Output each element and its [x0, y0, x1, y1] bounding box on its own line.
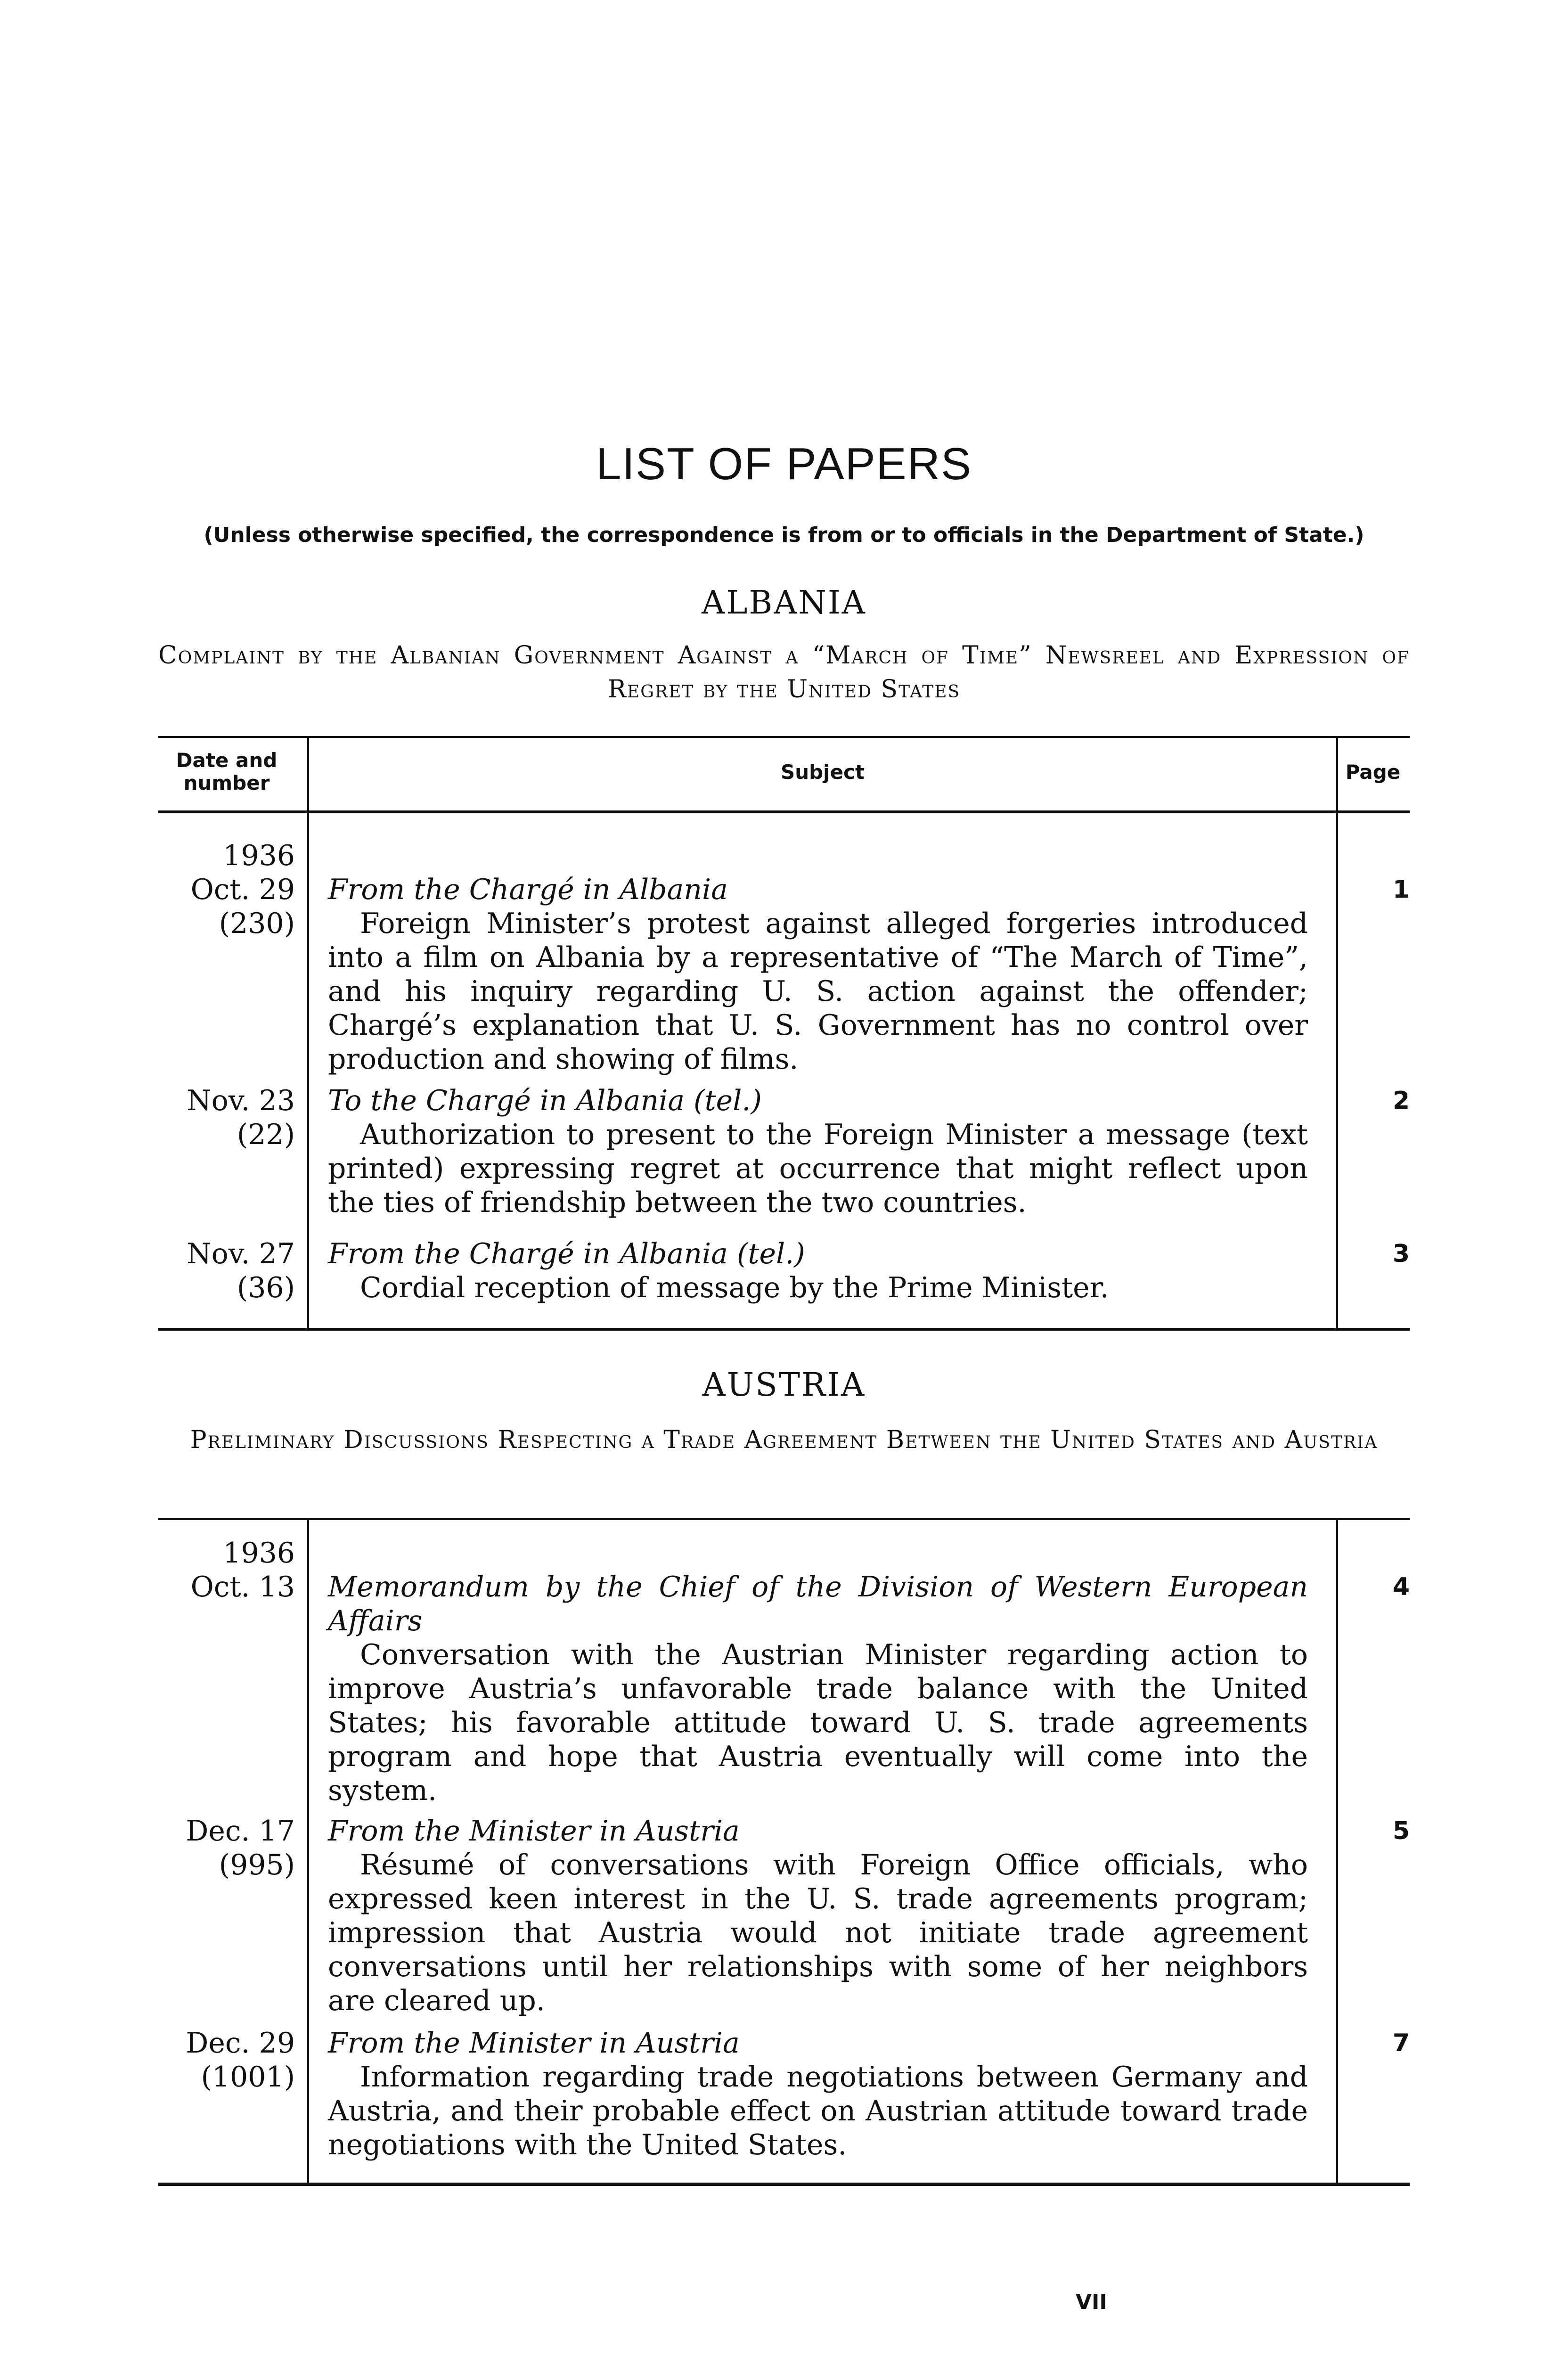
column-divider-left — [307, 736, 309, 1329]
table-bottom-rule — [158, 1328, 1410, 1331]
section-country-austria: AUSTRIA — [702, 1366, 866, 1404]
entry-date: Dec. 29 (1001) — [186, 2027, 295, 2094]
entry-date: 1936 Oct. 13 — [190, 1537, 295, 1603]
entry-body: Foreign Minister’s protest against alleged forgeries introduced into a film on Albania by a representative of “The March of Time”, and his inquiry regarding U. S. action against the offender; Chargé’s explanation that U. S. Government has no control over production and showing of films. — [328, 907, 1308, 1076]
entry-from: Memorandum by the Chief of the Division of Western European Affairs — [328, 1571, 1308, 1637]
entry-from: To the Chargé in Albania (tel.) — [328, 1084, 762, 1117]
header-rule — [158, 810, 1410, 813]
entry-date: Dec. 17 (995) — [186, 1815, 295, 1882]
section-country-albania: ALBANIA — [702, 584, 866, 622]
entry-from: From the Chargé in Albania — [328, 873, 728, 906]
entry-date: 1936 Oct. 29 (230) — [190, 839, 295, 940]
table-top-rule — [158, 1518, 1410, 1520]
column-header-date: Date and number — [176, 749, 278, 794]
entry-page: 5 — [1392, 1817, 1410, 1845]
column-divider-left — [307, 1518, 309, 2184]
section-topic-austria: Preliminary Discussions Respecting a Trade Agreement Between the United States and Austria — [190, 1426, 1378, 1454]
entry-from: From the Chargé in Albania (tel.) — [328, 1237, 805, 1270]
entry-from: From the Minister in Austria — [328, 2027, 740, 2060]
entry-body: Résumé of conversations with Foreign Office officials, who expressed keen interest in the U. S. trade agreements program; impression that Austria would not initiate trade agreement conversations until her relationships with some of her neighbors are cleared up. — [328, 1849, 1308, 2017]
entry-body: Information regarding trade negotiations between Germany and Austria, and their probable effect on Austrian attitude toward trade negotiations with the United States. — [328, 2061, 1308, 2161]
page-folio: VII — [1076, 2290, 1107, 2314]
entry-page: 7 — [1392, 2029, 1410, 2057]
page-title: LIST OF PAPERS — [596, 439, 972, 489]
entry-subject — [328, 1084, 1478, 1219]
entry-page: 3 — [1392, 1240, 1410, 1268]
column-header-page: Page — [1345, 761, 1401, 784]
entry-subject — [328, 2026, 1478, 2162]
table-top-rule — [158, 736, 1410, 738]
entry-page: 1 — [1392, 875, 1410, 904]
entry-page: 4 — [1392, 1573, 1410, 1601]
entry-from: From the Minister in Austria — [328, 1815, 740, 1848]
entry-subject — [328, 1570, 1478, 1808]
entry-body: Conversation with the Austrian Minister regarding action to improve Austria’s unfavorable trade balance with the United States; his favorable attitude toward U. S. trade agreements program and hope that Austria eventually will come into the system. — [328, 1638, 1308, 1807]
entry-page: 2 — [1392, 1087, 1410, 1115]
column-header-subject: Subject — [780, 761, 865, 784]
entry-subject — [328, 1814, 1478, 2018]
entry-date: Nov. 23 (22) — [187, 1084, 295, 1151]
entry-date: Nov. 27 (36) — [187, 1237, 295, 1304]
table-bottom-rule — [158, 2183, 1410, 2186]
entry-subject — [328, 873, 1478, 1076]
correspondence-note: (Unless otherwise specified, the correspondence is from or to officials in the Department of State.) — [204, 523, 1364, 547]
entry-body: Cordial reception of message by the Prime Minister. — [360, 1271, 1109, 1304]
entry-body: Authorization to present to the Foreign Minister a message (text printed) expressing regret at occurrence that might reflect upon the ties of friendship between the two countries. — [328, 1118, 1308, 1219]
section-topic-albania: Complaint by the Albanian Government Against a “March of Time” Newsreel and Expression of Regret by the United States — [158, 641, 1410, 704]
entry-subject — [328, 1237, 1478, 1305]
